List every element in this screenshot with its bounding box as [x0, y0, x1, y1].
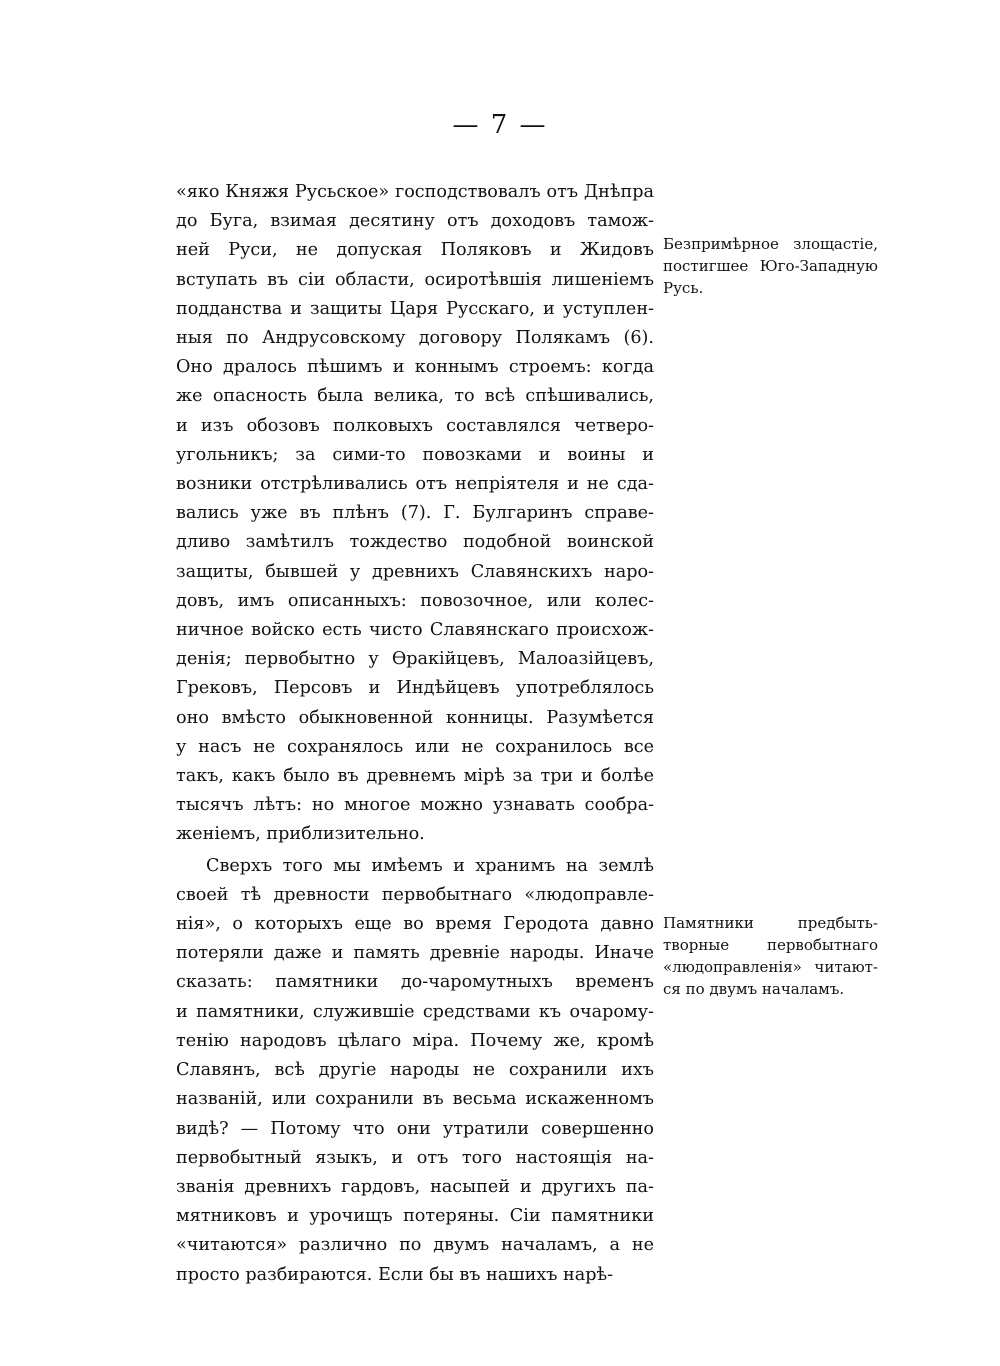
- text-line: мятниковъ и урочищъ потеряны. Сіи памятники: [176, 1206, 654, 1227]
- text-line: Оно дралось пѣшимъ и коннымъ строемъ: когда: [176, 357, 654, 378]
- text-line: своей тѣ древности первобытнаго «людоправле-: [176, 884, 654, 905]
- paragraph: [176, 178, 654, 850]
- text-line: тенію народовъ цѣлаго міра. Почему же, кромѣ: [176, 1030, 654, 1051]
- text-line: «людоправленія» читают-: [663, 958, 878, 976]
- text-line: ней Руси, не допуская Поляковъ и Жидовъ: [176, 240, 654, 261]
- text-line: «читаются» различно по двумъ началамъ, а не: [176, 1235, 654, 1256]
- text-line: возники отстрѣливались отъ непріятеля и не сда-: [176, 474, 654, 495]
- text-line: угольникъ; за сими-то повозками и воины и: [176, 444, 654, 465]
- text-line: довъ, имъ описанныхъ: повозочное, или колес-: [176, 590, 654, 611]
- text-line: подданства и защиты Царя Русскаго, и уступлен-: [176, 298, 654, 319]
- text-line: тысячъ лѣтъ: но многое можно узнавать сообра-: [176, 795, 654, 816]
- text-line: видѣ? — Потому что они утратили совершенно: [176, 1118, 654, 1139]
- main-text-column: [176, 178, 654, 1290]
- text-line: оно вмѣсто обыкновенной конницы. Разумѣется: [176, 707, 654, 728]
- text-line: дливо замѣтилъ тождество подобной воинской: [176, 532, 654, 553]
- margin-note: [663, 912, 878, 1000]
- text-line: такъ, какъ было въ древнемъ мірѣ за три и болѣе: [176, 766, 654, 787]
- text-line: «яко Княжя Русьское» господствовалъ отъ Днѣпра: [176, 182, 654, 202]
- text-line: сказать: памятники до-чаромутныхъ временъ: [176, 972, 654, 993]
- text-line: и памятники, служившіе средствами къ очарому-: [176, 1001, 654, 1022]
- text-line: нія», о которыхъ еще во время Геродота давно: [176, 914, 654, 935]
- text-line: защиты, бывшей у древнихъ Славянскихъ наро-: [176, 561, 654, 582]
- text-line: у насъ не сохранялось или не сохранилось все: [176, 736, 654, 757]
- text-line: до Буга, взимая десятину отъ доходовъ тамож-: [176, 211, 654, 232]
- text-line: вступать въ сіи области, осиротѣвшія лишеніемъ: [176, 269, 654, 290]
- text-line: званія древнихъ гардовъ, насыпей и другихъ па-: [176, 1176, 654, 1197]
- page-number: — 7 —: [452, 110, 548, 140]
- text-line: и изъ обозовъ полковыхъ составлялся четверо-: [176, 415, 654, 436]
- text-line: постигшее Юго-Западную: [663, 257, 878, 275]
- text-line: Памятники предбыть-: [663, 914, 878, 932]
- text-line: женіемъ, приблизительно.: [176, 824, 425, 845]
- text-line: Грековъ, Персовъ и Индѣйцевъ употреблялось: [176, 678, 654, 699]
- text-line: просто разбираются. Если бы въ нашихъ нарѣ-: [176, 1264, 614, 1285]
- text-line: названій, или сохранили въ весьма искаженномъ: [176, 1089, 654, 1110]
- text-line: вались уже въ плѣнъ (7). Г. Булгаринъ справе-: [176, 503, 654, 524]
- text-line: ся по двумъ началамъ.: [663, 980, 845, 998]
- text-line: денія; первобытно у Ѳракійцевъ, Малоазійцевъ,: [176, 649, 654, 670]
- text-line: первобытный языкъ, и отъ того настоящія на-: [176, 1147, 654, 1168]
- text-line: потеряли даже и память древніе народы. Иначе: [176, 943, 654, 964]
- text-line: Славянъ, всѣ другіе народы не сохранили ихъ: [176, 1060, 654, 1081]
- text-line: Безпримѣрное злощастіе,: [663, 235, 878, 253]
- text-line: ничное войско есть чисто Славянскаго происхож-: [176, 620, 654, 641]
- paragraph: [176, 852, 654, 1290]
- text-line: творные первобытнаго: [663, 936, 878, 954]
- text-line: же опасность была велика, то всѣ спѣшивались,: [176, 386, 654, 407]
- text-line: Русь.: [663, 279, 704, 297]
- text-line: Сверхъ того мы имѣемъ и хранимъ на землѣ: [206, 855, 654, 876]
- text-line: ныя по Андрусовскому договору Полякамъ (6).: [176, 328, 654, 349]
- margin-note: [663, 233, 878, 299]
